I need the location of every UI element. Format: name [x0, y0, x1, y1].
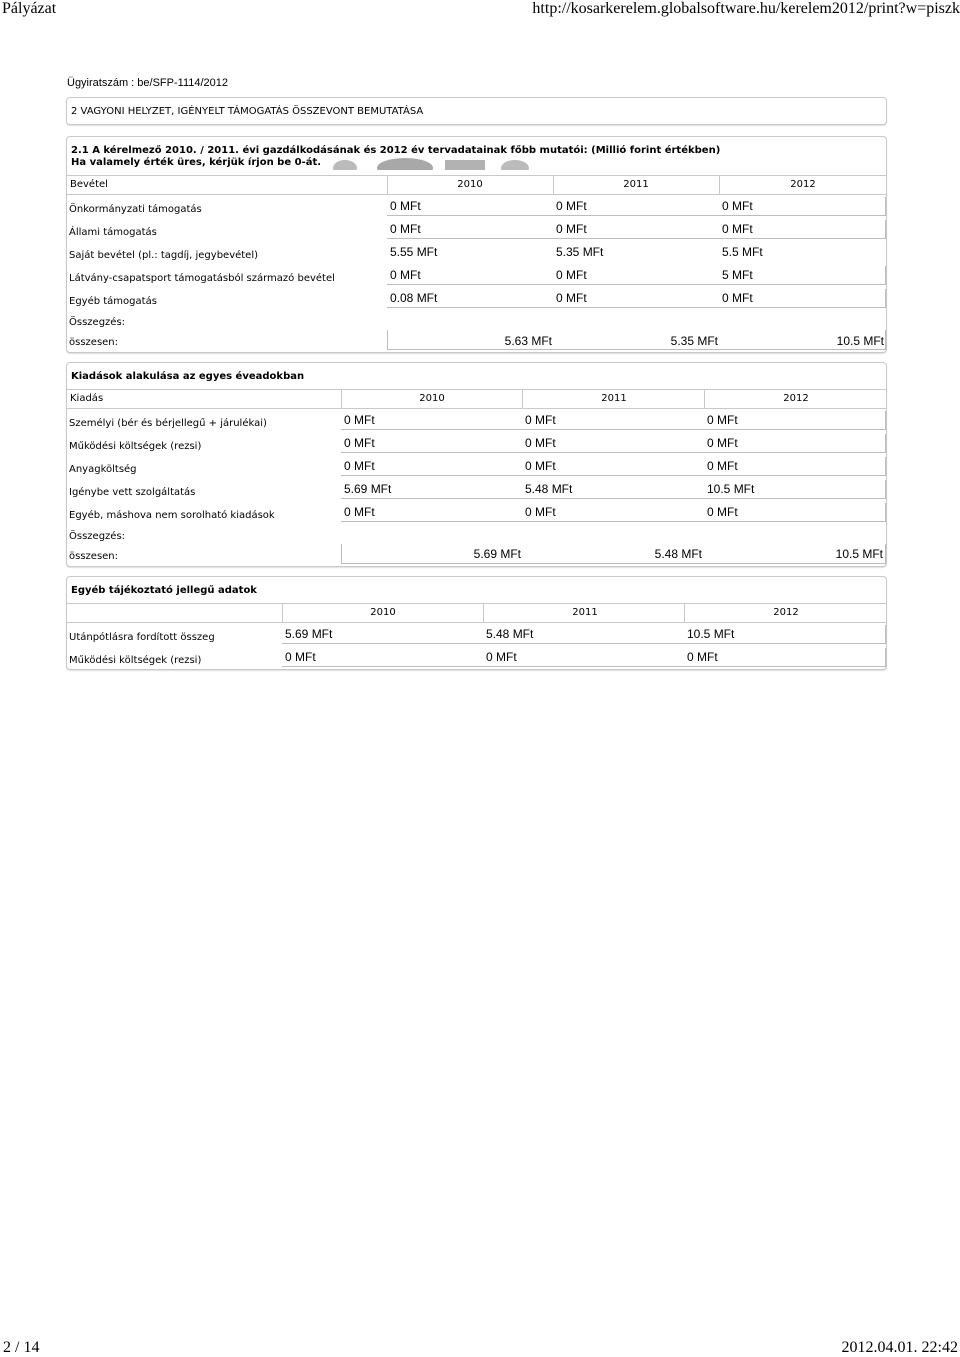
expenses-value: 0 MFt — [344, 436, 375, 450]
expenses-header-sep — [341, 390, 342, 408]
income-year-2012: 2012 — [790, 179, 816, 190]
income-value: 0 MFt — [556, 222, 587, 236]
income-total-value: 10.5 MFt — [836, 334, 884, 348]
expenses-total-value: 5.48 MFt — [654, 547, 702, 561]
expenses-summary-label: Összegzés: — [69, 531, 126, 542]
expenses-row-label: Személyi (bér és bérjellegű + járulékai) — [69, 418, 267, 429]
income-row-label: Látvány-csapatsport támogatásból származó bevétel — [69, 273, 335, 284]
expenses-row-field — [341, 457, 886, 476]
income-value: 5.55 MFt — [390, 245, 438, 259]
watermark-graphic — [320, 154, 530, 170]
expenses-row-field — [341, 503, 886, 522]
income-value: 0 MFt — [390, 199, 421, 213]
expenses-header-top-line — [67, 389, 886, 390]
expenses-row-label: Anyagköltség — [69, 464, 137, 475]
expenses-value: 0 MFt — [525, 459, 556, 473]
other-value: 5.69 MFt — [285, 627, 333, 641]
income-row-field — [387, 266, 886, 285]
other-header-bottom-line — [67, 622, 886, 623]
print-datetime: 2012.04.01. 22:42 — [841, 1339, 958, 1356]
expenses-year-2011: 2011 — [601, 393, 627, 404]
expenses-value: 10.5 MFt — [707, 482, 755, 496]
expenses-value: 0 MFt — [525, 436, 556, 450]
other-value: 0 MFt — [486, 650, 517, 664]
page-header-title: Pályázat — [2, 0, 57, 17]
other-row-field — [282, 625, 886, 644]
income-header-sep — [719, 176, 720, 194]
expenses-value: 0 MFt — [707, 505, 738, 519]
income-value: 5.35 MFt — [556, 245, 604, 259]
expenses-row-field — [341, 411, 886, 430]
income-total-label: összesen: — [69, 337, 119, 348]
section-title: 2 VAGYONI HELYZET, IGÉNYELT TÁMOGATÁS ÖSSZEVONT BEMUTATÁSA — [71, 106, 424, 117]
other-header-top-line — [67, 603, 886, 604]
page-header-url: http://kosarkerelem.globalsoftware.hu/kerelem2012/print?w=piszk — [532, 0, 960, 17]
expenses-value: 0 MFt — [344, 413, 375, 427]
income-row-field — [387, 220, 886, 239]
other-value: 5.48 MFt — [486, 627, 534, 641]
income-note: Ha valamely érték üres, kérjük írjon be 0-át. — [71, 157, 322, 168]
section-title-box — [66, 97, 887, 125]
other-value: 0 MFt — [687, 650, 718, 664]
other-info-title: Egyéb tájékoztató jellegű adatok — [71, 585, 257, 596]
income-row-label: Egyéb támogatás — [69, 296, 157, 307]
expenses-value: 0 MFt — [344, 459, 375, 473]
expenses-value: 0 MFt — [707, 459, 738, 473]
other-value: 0 MFt — [285, 650, 316, 664]
expenses-row-field — [341, 434, 886, 453]
income-summary-label: Összegzés: — [69, 317, 126, 328]
expenses-total-value: 5.69 MFt — [473, 547, 521, 561]
income-row-field — [387, 197, 886, 216]
income-header-top-line — [67, 175, 886, 176]
expenses-total-value: 10.5 MFt — [835, 547, 883, 561]
other-header-sep — [684, 604, 685, 622]
income-value: 0.08 MFt — [390, 291, 438, 305]
other-row-field — [282, 648, 886, 667]
income-header-bottom-line — [67, 194, 886, 195]
expenses-year-2010: 2010 — [419, 393, 445, 404]
expenses-row-label: Egyéb, máshova nem sorolható kiadások — [69, 510, 275, 521]
income-total-value: 5.35 MFt — [670, 334, 718, 348]
expenses-header-bottom-line — [67, 408, 886, 409]
income-value: 0 MFt — [722, 291, 753, 305]
other-row-label: Működési költségek (rezsi) — [69, 655, 202, 666]
expenses-row-label: Működési költségek (rezsi) — [69, 441, 202, 452]
income-value: 0 MFt — [722, 199, 753, 213]
income-value: 0 MFt — [722, 222, 753, 236]
other-header-sep — [483, 604, 484, 622]
expenses-col-label: Kiadás — [70, 393, 104, 404]
income-value: 5 MFt — [722, 268, 753, 282]
income-year-2010: 2010 — [457, 179, 483, 190]
income-value: 0 MFt — [556, 199, 587, 213]
expenses-value: 5.69 MFt — [344, 482, 392, 496]
other-year-2010: 2010 — [370, 607, 396, 618]
expenses-value: 0 MFt — [707, 413, 738, 427]
expenses-total-label: összesen: — [69, 551, 119, 562]
income-title: 2.1 A kérelmező 2010. / 2011. évi gazdálkodásának és 2012 év tervadatainak főbb mutatói: (Millió forint értékben) — [71, 145, 721, 156]
expenses-header-sep — [522, 390, 523, 408]
expenses-value: 0 MFt — [707, 436, 738, 450]
income-value: 5.5 MFt — [722, 245, 763, 259]
income-value: 0 MFt — [390, 222, 421, 236]
expenses-value: 0 MFt — [344, 505, 375, 519]
income-row-label: Önkormányzati támogatás — [69, 204, 202, 215]
income-header-sep — [553, 176, 554, 194]
expenses-row-field — [341, 480, 886, 499]
expenses-value: 0 MFt — [525, 413, 556, 427]
income-row-label: Saját bevétel (pl.: tagdíj, jegybevétel) — [69, 250, 259, 261]
expenses-title: Kiadások alakulása az egyes éveadokban — [71, 371, 305, 382]
expenses-year-2012: 2012 — [783, 393, 809, 404]
income-col-label: Bevétel — [70, 179, 108, 190]
income-year-2011: 2011 — [623, 179, 649, 190]
page-number: 2 / 14 — [3, 1339, 40, 1356]
income-value: 0 MFt — [390, 268, 421, 282]
expenses-value: 0 MFt — [525, 505, 556, 519]
income-row-label: Állami támogatás — [69, 227, 157, 238]
other-value: 10.5 MFt — [687, 627, 735, 641]
income-value: 0 MFt — [556, 268, 587, 282]
other-row-label: Utánpótlásra fordított összeg — [69, 632, 215, 643]
other-year-2012: 2012 — [773, 607, 799, 618]
income-header-sep — [387, 176, 388, 194]
other-year-2011: 2011 — [572, 607, 598, 618]
expenses-row-label: Igénybe vett szolgáltatás — [69, 487, 196, 498]
other-header-sep — [282, 604, 283, 622]
income-value: 0 MFt — [556, 291, 587, 305]
expenses-value: 5.48 MFt — [525, 482, 573, 496]
expenses-header-sep — [704, 390, 705, 408]
income-row-field — [387, 289, 886, 308]
income-total-value: 5.63 MFt — [504, 334, 552, 348]
reference-number: Ügyiratszám : be/SFP-1114/2012 — [67, 77, 229, 89]
